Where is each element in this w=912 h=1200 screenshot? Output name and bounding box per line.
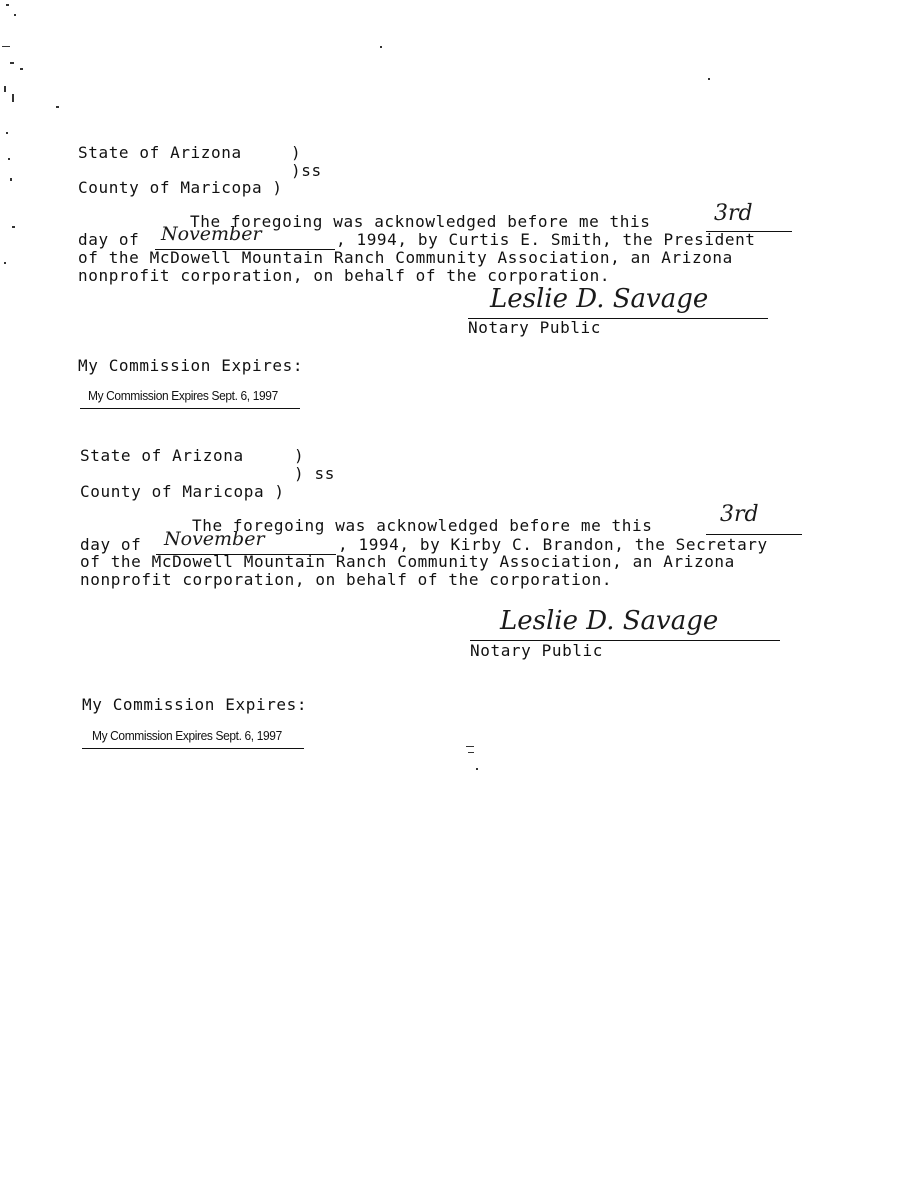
commission-stamp: My Commission Expires Sept. 6, 1997 — [92, 728, 282, 743]
ack-line-3: of the McDowell Mountain Ranch Community Association, an Arizona — [78, 248, 733, 267]
day-handwritten: 3rd — [714, 201, 753, 226]
state-line: State of Arizona — [78, 143, 242, 162]
signature-line — [468, 284, 768, 319]
ss-label: )ss — [291, 161, 322, 180]
ack-line-3: of the McDowell Mountain Ranch Community Association, an Arizona — [80, 552, 735, 571]
ack-line-2-suffix: , 1994, by Kirby C. Brandon, the Secretary — [338, 535, 768, 554]
ack-line-2-prefix: day of — [80, 535, 142, 554]
signature-line — [470, 606, 780, 641]
ack-line-1: The foregoing was acknowledged before me this — [192, 516, 653, 535]
notary-signature: Leslie D. Savage — [500, 606, 719, 636]
ss-paren-top: ) — [294, 446, 305, 465]
commission-stamp-line — [82, 726, 304, 749]
ss-label: ) ss — [294, 464, 335, 483]
commission-stamp-line — [80, 386, 300, 409]
month-handwritten: November — [164, 528, 265, 550]
commission-label: My Commission Expires: — [82, 695, 308, 714]
ack-line-2-suffix: , 1994, by Curtis E. Smith, the President — [336, 230, 756, 249]
ack-line-1: The foregoing was acknowledged before me this — [190, 212, 651, 231]
month-blank — [155, 223, 335, 250]
ack-line-4: nonprofit corporation, on behalf of the corporation. — [80, 570, 613, 589]
ss-paren-top: ) — [291, 143, 302, 162]
commission-stamp: My Commission Expires Sept. 6, 1997 — [88, 388, 278, 403]
ack-line-2-prefix: day of — [78, 230, 140, 249]
notary-public-label: Notary Public — [468, 318, 602, 337]
county-line: County of Maricopa ) — [80, 482, 285, 501]
day-blank — [706, 201, 792, 232]
ack-line-4: nonprofit corporation, on behalf of the corporation. — [78, 266, 611, 285]
day-blank — [706, 502, 802, 535]
month-handwritten: November — [161, 223, 262, 245]
notary-public-label: Notary Public — [470, 641, 604, 660]
notary-signature: Leslie D. Savage — [490, 284, 709, 314]
commission-label: My Commission Expires: — [78, 356, 304, 375]
state-line: State of Arizona — [80, 446, 244, 465]
day-handwritten: 3rd — [720, 502, 759, 527]
county-line: County of Maricopa ) — [78, 178, 283, 197]
